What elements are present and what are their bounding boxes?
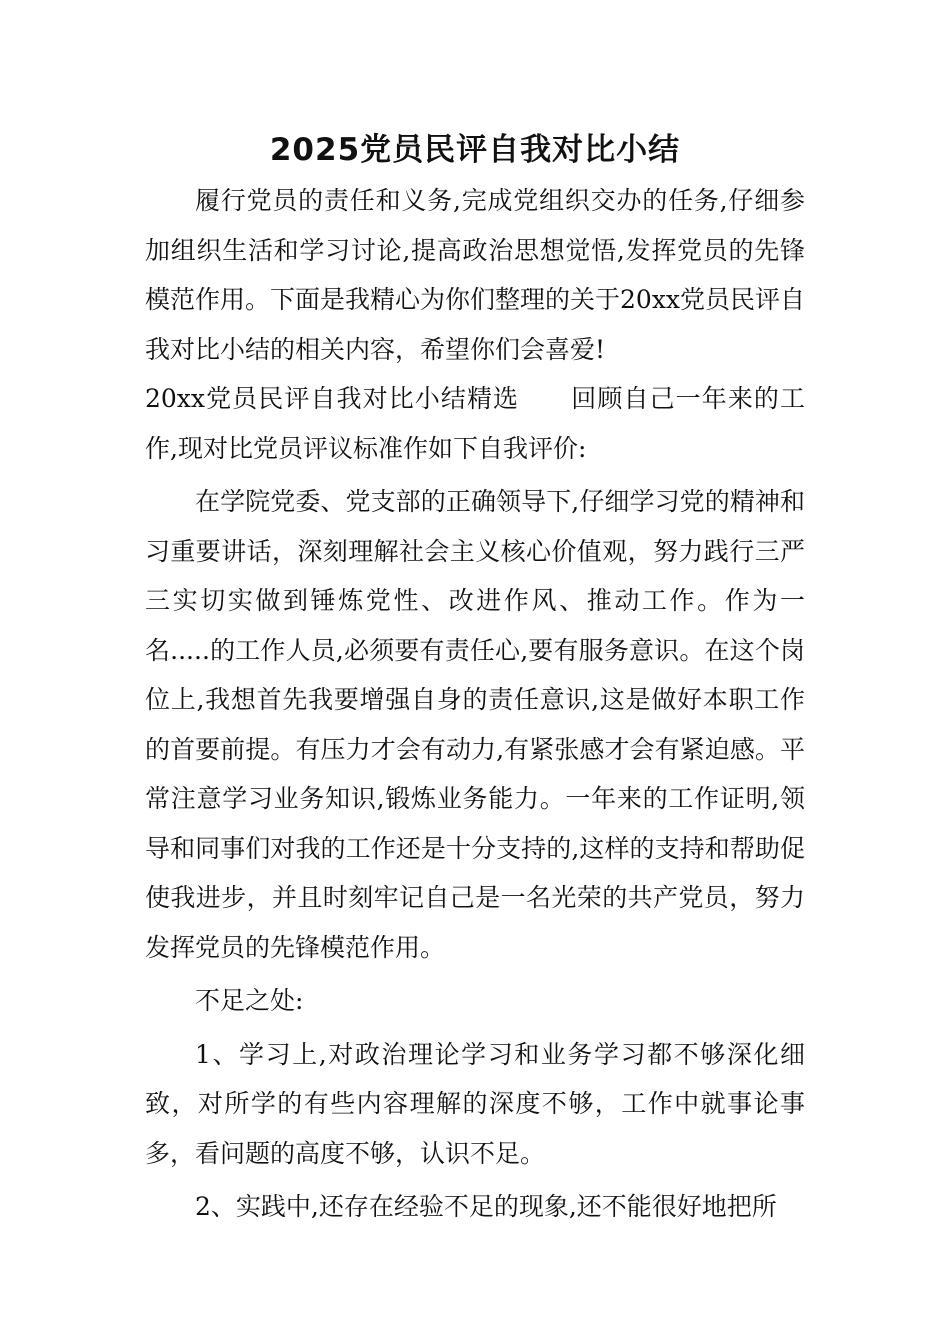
body-paragraph: 在学院党委、党支部的正确领导下,仔细学习党的精神和习重要讲话，深刻理解社会主义核心价值观，努力践行三严三实切实做到锤炼党性、改进作风、推动工作。作为一名.....的工作人员,必须要有责任心,要有服务意识。在这个岗位上,我想首先我要增强自身的责任意识,这是做好本职工作的首要前提。有压力才会有动力,有紧张感才会有紧迫感。平常注意学习业务知识,锻炼业务能力。一年来的工作证明,领导和同事们对我的工作还是十分支持的,这样的支持和帮助促使我进步，并且时刻牢记自己是一名光荣的共产党员，努力发挥党员的先锋模范作用。 <box>145 487 805 962</box>
shortcomings-heading: 不足之处: <box>195 986 304 1015</box>
document-title: 2025党员民评自我对比小结 <box>269 132 681 168</box>
section-heading-paragraph: 20xx党员民评自我对比小结精选 回顾自己一年来的工作,现对比党员评议标准作如下自我评价: <box>145 384 805 463</box>
shortcoming-item-2: 2、实践中,还存在经验不足的现象,还不能很好地把所 <box>195 1192 777 1221</box>
intro-paragraph: 履行党员的责任和义务,完成党组织交办的任务,仔细参加组织生活和学习讨论,提高政治思想觉悟,发挥党员的先锋模范作用。下面是我精心为你们整理的关于20xx党员民评自我对比小结的相关内容，希望你们会喜爱! <box>145 186 806 364</box>
document-page <box>145 128 805 1232</box>
shortcoming-item-1: 1、学习上,对政治理论学习和业务学习都不够深化细致，对所学的有些内容理解的深度不够，工作中就事论事多，看问题的高度不够，认识不足。 <box>145 1039 805 1168</box>
